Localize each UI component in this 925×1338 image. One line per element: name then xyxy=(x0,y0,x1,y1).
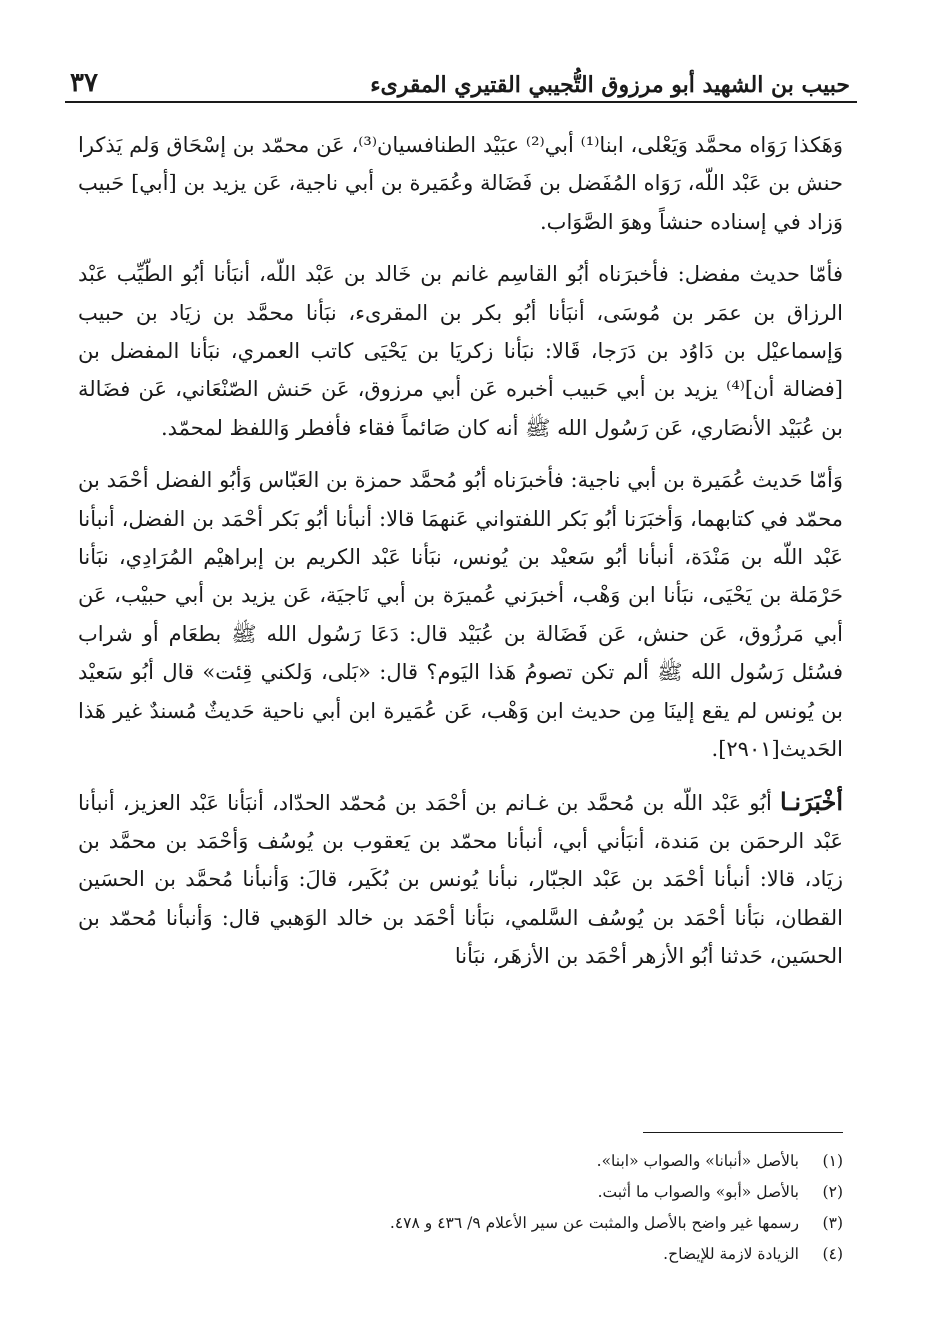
footnote-item xyxy=(120,1239,843,1270)
footnote-rule xyxy=(643,1132,843,1133)
footnote-text: بالأصل «أنبانا» والصواب «ابنا». xyxy=(596,1152,799,1170)
footnote-text: بالأصل «أبو» والصواب ما أثبت. xyxy=(597,1183,799,1201)
header-rule xyxy=(65,101,857,103)
paragraph-2: فأمّا حديث مفضل: فأخبرَناه أبُو القاسِم غانم بن خَالد بن عَبْد اللّه، أنبَأنا أبُو الطّيِّب عَبْد الرزاق بن عمَر بن مُوسَى، أنبَأنا أبُو بكر بن المقرىء، نبَأنا محمَّد بن زيَاد بن حبيب وَإسماعيْل بن دَاوُد بن دَرَجا، قَالا: نبَأنا زكريَا بن يَحْيَى كاتب العمري، نبَأنا المفضل بن [فضالة أن]⁽⁴⁾ يزيد بن أبي حَبيب أخبره عَن أبي مرزوق، عَن حَنش الصّنْعَاني، عَن فضَالة بن عُبَيْد الأنصَاري، عَن رَسُول الله ﷺ أنه كان صَائماً فقاء فأفطر وَاللفظ لمحمّد. xyxy=(78,262,843,440)
footnote-text: الزيادة لازمة للإيضاح. xyxy=(663,1245,799,1263)
footnote-item xyxy=(120,1177,843,1208)
page-number: ٣٧ xyxy=(70,68,98,98)
footnote-number: (٢) xyxy=(822,1183,843,1201)
paragraph-4-lead-word: أخْبَرَنـا xyxy=(779,786,843,816)
paragraph-4-text: أبُو عَبْد اللّه بن مُحمَّد بن غـانم بن أحْمَد بن مُحمّد الحدّاد، أنبَأنا عَبْد العزيز، أنبأنا عَبْد الرحمَن بن مَندة، أنبَأني أبي، أنبأنا محمّد بن يَعقوب بن يُوسُف وَأحْمَد بن محمَّد بن زيَاد، قالا: أنبأنا أحْمَد بن عَبْد الجبّار، نبأنا يُونس بن بُكَير، قالَ: وَأنبأنا مُحمَّد بن الحسَين القطان، نبَأنا أحْمَد بن يُوسُف السَّلمي، نبَأنا أحْمَد بن خالد الوَهبي قال: وَأنبأنا مُحمّد بن الحسَين، حَدثنا أبُو الأزهر أحْمَد بن الأزهَر، نبَأنا xyxy=(78,790,843,969)
footnote-text: رسمها غير واضح بالأصل والمثبت عن سير الأعلام ٩/ ٤٣٦ و ٤٧٨. xyxy=(389,1214,799,1232)
footnote-number: (٤) xyxy=(822,1245,843,1263)
paragraph-1: وَهَكذا رَوَاه محمَّد وَيَعْلى، ابنا⁽¹⁾ أبي⁽²⁾ عبَيْد الطنافسيان⁽³⁾، عَن محمّد بن إسْحَاق وَلم يَذكرا حنش بن عَبْد اللّه، رَوَاه المُفَضل بن فَضَالة وعُمَيرة بن أبي ناجية، عَن يزيد بن [أبي] حَبيب وَزاد في إسناده حنشاً وهوَ الصَّوَاب. xyxy=(78,133,843,234)
footnote-number: (٣) xyxy=(822,1214,843,1232)
running-title: حبيب بن الشهيد أبو مرزوق التُّجيبي القتيري المقرىء xyxy=(370,72,850,98)
footnote-item xyxy=(120,1208,843,1239)
running-head xyxy=(70,58,850,98)
main-text xyxy=(78,126,843,990)
paragraph-3: وَأمّا حَديث عُمَيرة بن أبي ناجية: فأخبرَناه أبُو مُحمَّد حمزة بن العَبّاس وَأبُو الفضل أحْمَد بن محمّد في كتابهما، وَأخبَرَنا أبُو بَكر اللفتواني عَنهمَا قالا: أنبأنا أبُو بَكر أحْمَد بن الفضل، أنبأنا عَبْد اللّه بن مَنْدَة، أنبأنا أبُو سَعيْد بن يُونس، نبَأنا عَبْد الكريم بن إبراهيْم المُرَادِي، نبَأنا حَرْمَلة بن يَحْيَى، نبَأنا ابن وَهْب، أخبرَني عُميرَة بن أبي نَاجيَة، عَن يزيد بن أبي حبيْب، عَن أبي مَرزُوق، عَن حنش، عَن فَضَالة بن عُبَيْد قال: دَعَا رَسُول الله ﷺ بطعَام أو شراب فسُئل رَسُول الله ﷺ ألم تكن تصومُ هَذا اليَوم؟ قال: «بَلى، وَلكني قِئت» قال أبُو سَعيْد بن يُونس لم يقع إلينَا مِن حديث ابن وَهْب، عَن عُمَيرة ابن أبي ناحية حَديثٌ مُسندٌ غير هَذا الحَديث[٢٩٠١]. xyxy=(78,468,843,762)
paragraph-4 xyxy=(78,783,843,976)
footnotes xyxy=(120,1146,843,1270)
footnote-number: (١) xyxy=(822,1152,843,1170)
footnote-item xyxy=(120,1146,843,1177)
